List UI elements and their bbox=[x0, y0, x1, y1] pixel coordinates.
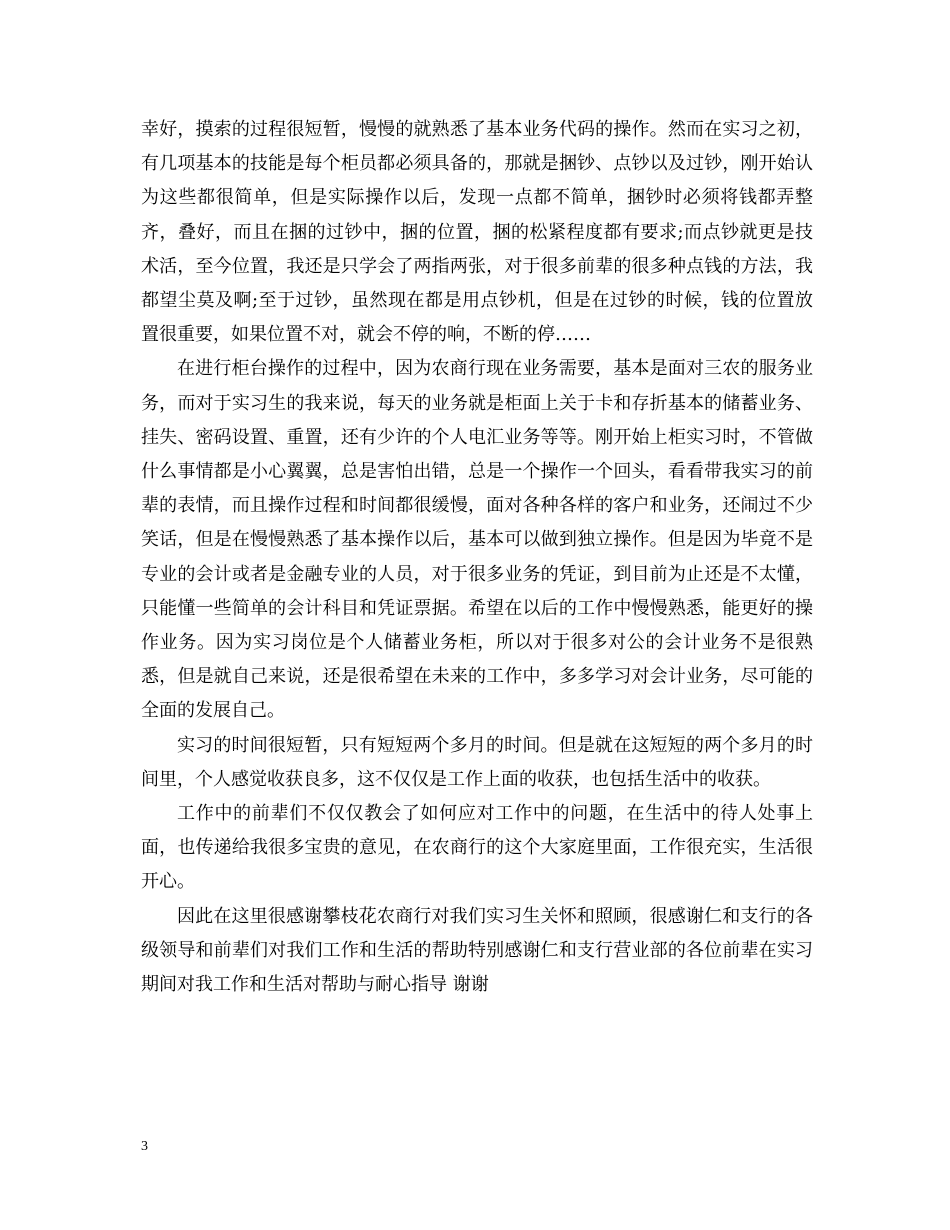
paragraph-internship-time: 实习的时间很短暂，只有短短两个多月的时间。但是就在这短短的两个多月的时间里，个人感觉收获良多，这不仅仅是工作上面的收获，也包括生活中的收获。 bbox=[141, 734, 813, 790]
paragraph-colleagues: 工作中的前辈们不仅仅教会了如何应对工作中的问题，在生活中的待人处事上面，也传递给我很多宝贵的意见，在农商行的这个大家庭里面，工作很充实，生活很开心。 bbox=[141, 803, 813, 893]
paragraph-continuation: 幸好，摸索的过程很短暂，慢慢的就熟悉了基本业务代码的操作。然而在实习之初，有几项基本的技能是每个柜员都必须具备的，那就是捆钞、点钞以及过钞，刚开始认为这些都很简单，但是实际操作以后，发现一点都不简单，捆钞时必须将钱都弄整齐，叠好，而且在捆的过钞中，捆的位置，捆的松紧程度都有要求;而点钞就更是技术活，至今位置，我还是只学会了两指两张，对于很多前辈的很多种点钱的方法，我都望尘莫及啊;至于过钞，虽然现在都是用点钞机，但是在过钞的时候，钱的位置放置很重要，如果位置不对，就会不停的响，不断的停…… bbox=[141, 119, 813, 346]
page-number: 3 bbox=[141, 1139, 148, 1154]
paragraph-thanks: 因此在这里很感谢攀枝花农商行对我们实习生关怀和照顾，很感谢仁和支行的各级领导和前辈们对我们工作和生活的帮助特别感谢仁和支行营业部的各位前辈在实习期间对我工作和生活对帮助与耐心指导 谢谢 bbox=[141, 905, 813, 996]
page-body bbox=[141, 113, 813, 1002]
paragraph-counter-operations: 在进行柜台操作的过程中，因为农商行现在业务需要，基本是面对三农的服务业务，而对于实习生的我来说，每天的业务就是柜面上关于卡和存折基本的储蓄业务、挂失、密码设置、重置，还有少许的个人电汇业务等等。刚开始上柜实习时，不管做什么事情都是小心翼翼，总是害怕出错，总是一个操作一个回头，看看带我实习的前辈的表情，而且操作过程和时间都很缓慢，面对各种各样的客户和业务，还闹过不少笑话，但是在慢慢熟悉了基本操作以后，基本可以做到独立操作。但是因为毕竟不是专业的会计或者是金融专业的人员，对于很多业务的凭证，到目前为止还是不太懂，只能懂一些简单的会计科目和凭证票据。希望在以后的工作中慢慢熟悉，能更好的操作业务。因为实习岗位是个人储蓄业务柜，所以对于很多对公的会计业务不是很熟悉，但是就自己来说，还是很希望在未来的工作中，多多学习对会计业务，尽可能的全面的发展自己。 bbox=[141, 358, 813, 722]
